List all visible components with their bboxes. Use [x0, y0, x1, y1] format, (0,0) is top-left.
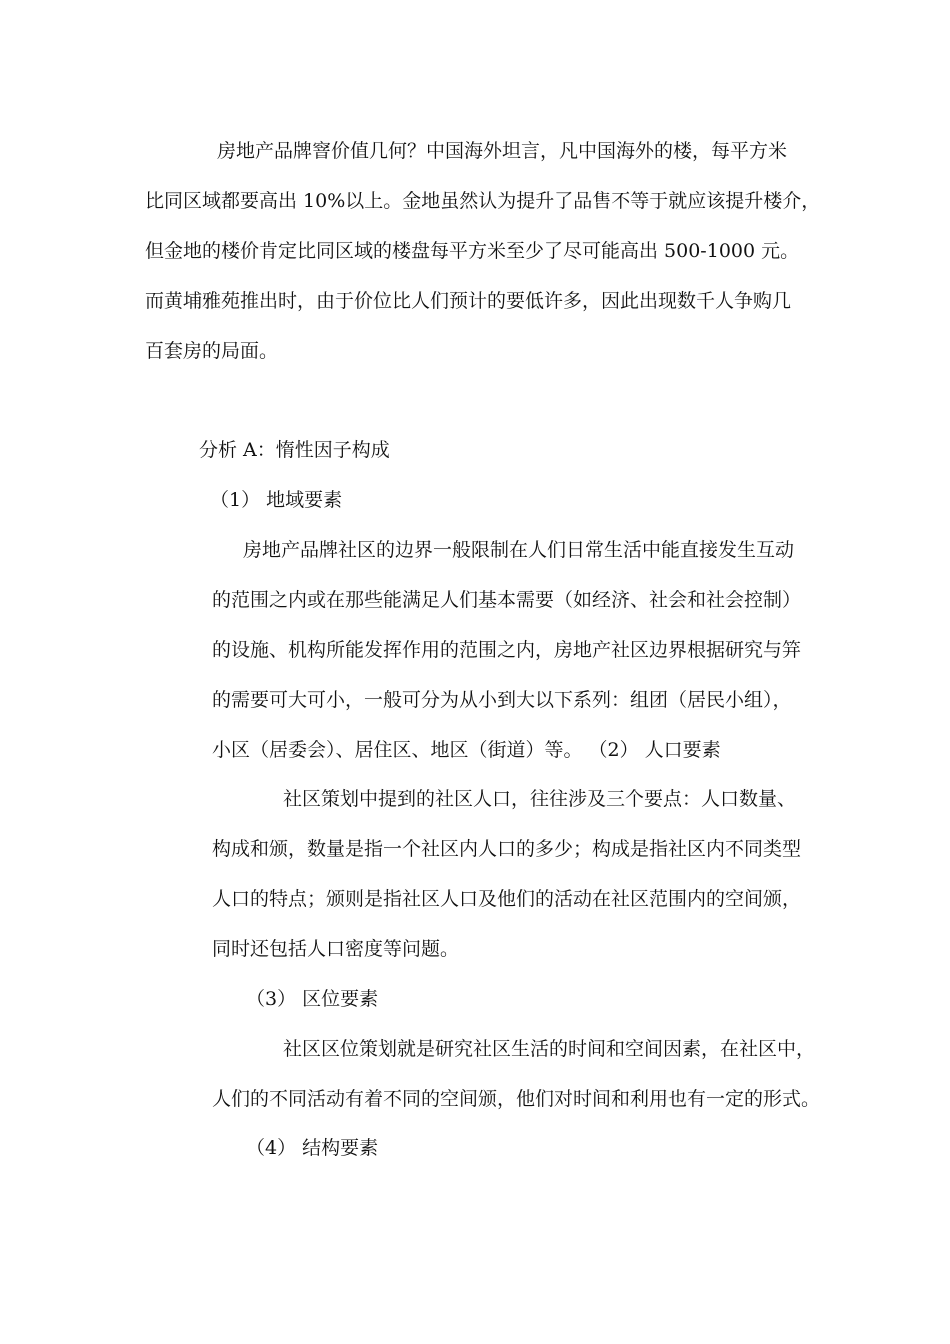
paragraph-line: 社区策划中提到的社区人口，往往涉及三个要点：人口数量、 [283, 788, 797, 810]
paragraph-line: 比同区域都要高出 10%以上。金地虽然认为提升了品售不等于就应该提升楼介， [145, 190, 821, 212]
section-heading: 分析 A：惰性因子构成 [199, 439, 390, 461]
paragraph-line: 的设施、机构所能发挥作用的范围之内，房地产社区边界根据研究与笄 [212, 639, 802, 661]
paragraph-line: 房地产品牌窨价值几何？中国海外坦言，凡中国海外的楼，每平方米 [217, 140, 788, 162]
paragraph-line: 而黄埔雅苑推出时，由于价位比人们预计的要低许多，因此出现数千人争购几 [145, 290, 792, 312]
paragraph-line: 但金地的楼价肯定比同区域的楼盘每平方米至少了尽可能高出 500-1000 元。 [145, 240, 800, 262]
paragraph-line: 百套房的局面。 [145, 340, 279, 362]
paragraph-line: 人们的不同活动有着不同的空间颁，他们对时间和利用也有一定的形式。 [212, 1088, 821, 1110]
subsection-heading: （4） 结构要素 [246, 1137, 379, 1159]
paragraph-line: 同时还包括人口密度等问题。 [212, 938, 460, 960]
paragraph-line: 的需要可大可小，一般可分为从小到大以下系列：组团（居民小组）， [212, 689, 792, 711]
paragraph-line: 的范围之内或在那些能满足人们基本需要（如经济、社会和社会控制） [212, 589, 802, 611]
subsection-heading: （1） 地域要素 [210, 489, 343, 511]
paragraph-line: 小区（居委会）、居住区、地区（街道）等。 （2） 人口要素 [212, 739, 721, 761]
subsection-heading: （3） 区位要素 [246, 988, 379, 1010]
paragraph-line: 构成和颁，数量是指一个社区内人口的多少；构成是指社区内不同类型 [212, 838, 802, 860]
paragraph-line: 人口的特点；颁则是指社区人口及他们的活动在社区范围内的空间颁， [212, 888, 802, 910]
paragraph-line: 社区区位策划就是研究社区生活的时间和空间因素，在社区中， [283, 1038, 816, 1060]
paragraph-line: 房地产品牌社区的边界一般限制在人们日常生活中能直接发生互动 [243, 539, 795, 561]
